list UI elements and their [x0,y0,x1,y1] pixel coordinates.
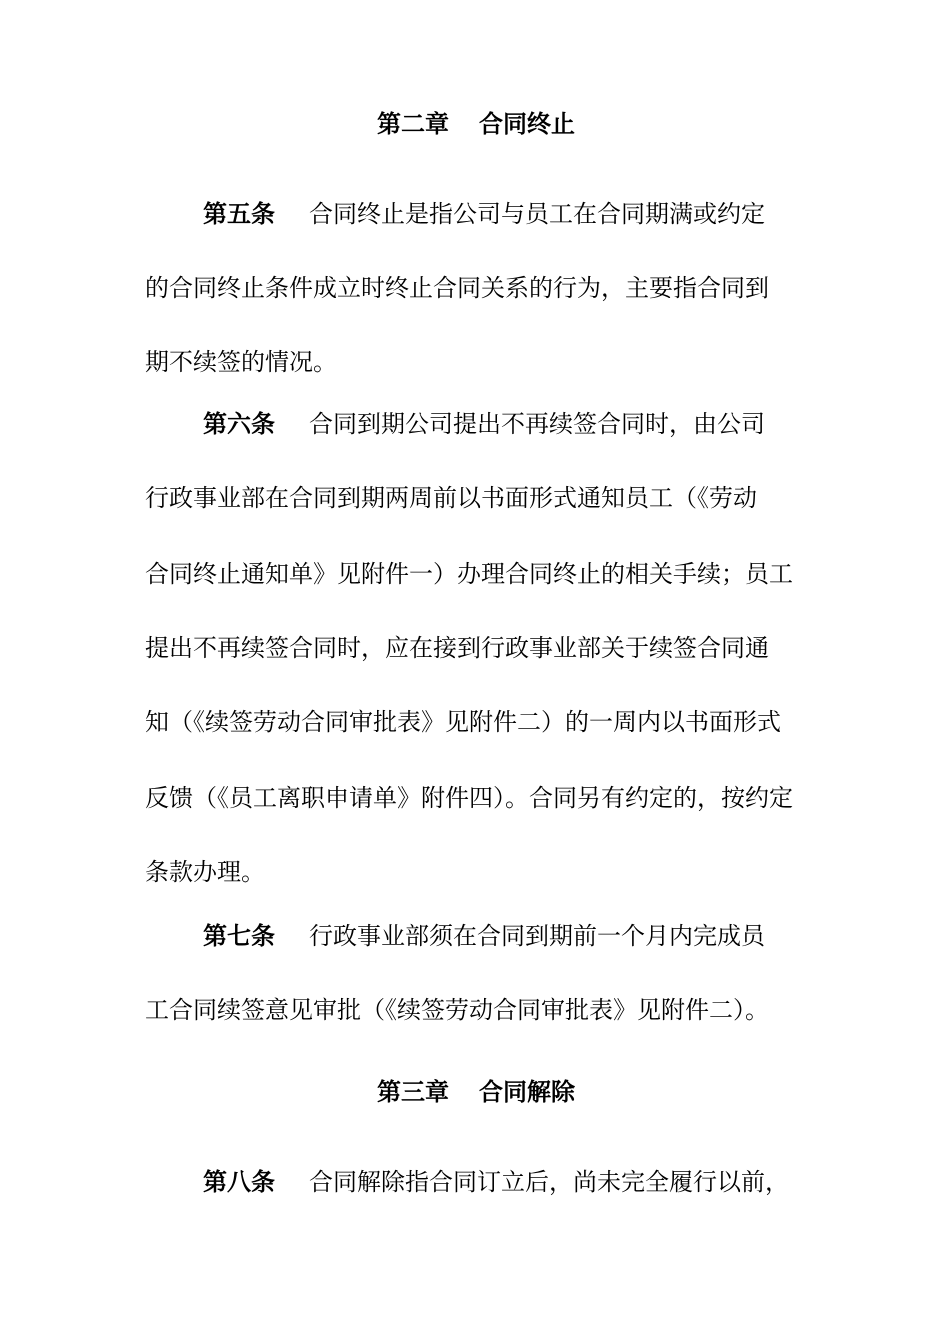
article-number: 第六条 [203,409,275,438]
article-text: 行政事业部须在合同到期前一个月内完成员 [309,922,765,950]
article-5-line-2: 的合同终止条件成立时终止合同关系的行为，主要指合同到 [145,274,769,302]
chapter-number: 第三章 [377,1077,449,1106]
article-7-line-1 [145,920,807,952]
article-text: 合同解除指合同订立后，尚未完全履行以前， [309,1168,789,1196]
article-6-line-6: 反馈（《员工离职申请单》附件四）。合同另有约定的，按约定 [145,784,793,812]
article-6-line-2: 行政事业部在合同到期两周前以书面形式通知员工（《劳动 [145,484,757,512]
article-text: 合同到期公司提出不再续签合同时，由公司 [309,410,765,438]
article-text: 合同终止是指公司与员工在合同期满或约定 [309,200,765,228]
article-6-line-4: 提出不再续签合同时，应在接到行政事业部关于续签合同通 [145,634,769,662]
article-7-line-2: 工合同续签意见审批（《续签劳动合同审批表》见附件二）。 [145,996,769,1024]
article-6-line-3: 合同终止通知单》见附件一）办理合同终止的相关手续；员工 [145,560,793,588]
chapter-heading-2 [145,108,807,140]
article-6-line-5: 知（《续签劳动合同审批表》见附件二）的一周内以书面形式 [145,708,781,736]
chapter-heading-3 [145,1076,807,1108]
chapter-number: 第二章 [377,109,449,138]
chapter-title: 合同终止 [479,109,575,138]
article-8-line-1 [145,1166,807,1198]
article-5-line-3: 期不续签的情况。 [145,348,337,376]
article-number: 第七条 [203,921,275,950]
article-6-line-7: 条款办理。 [145,858,265,886]
article-5-line-1 [145,198,807,230]
article-6-line-1 [145,408,807,440]
article-number: 第五条 [203,199,275,228]
article-number: 第八条 [203,1167,275,1196]
chapter-title: 合同解除 [479,1077,575,1106]
